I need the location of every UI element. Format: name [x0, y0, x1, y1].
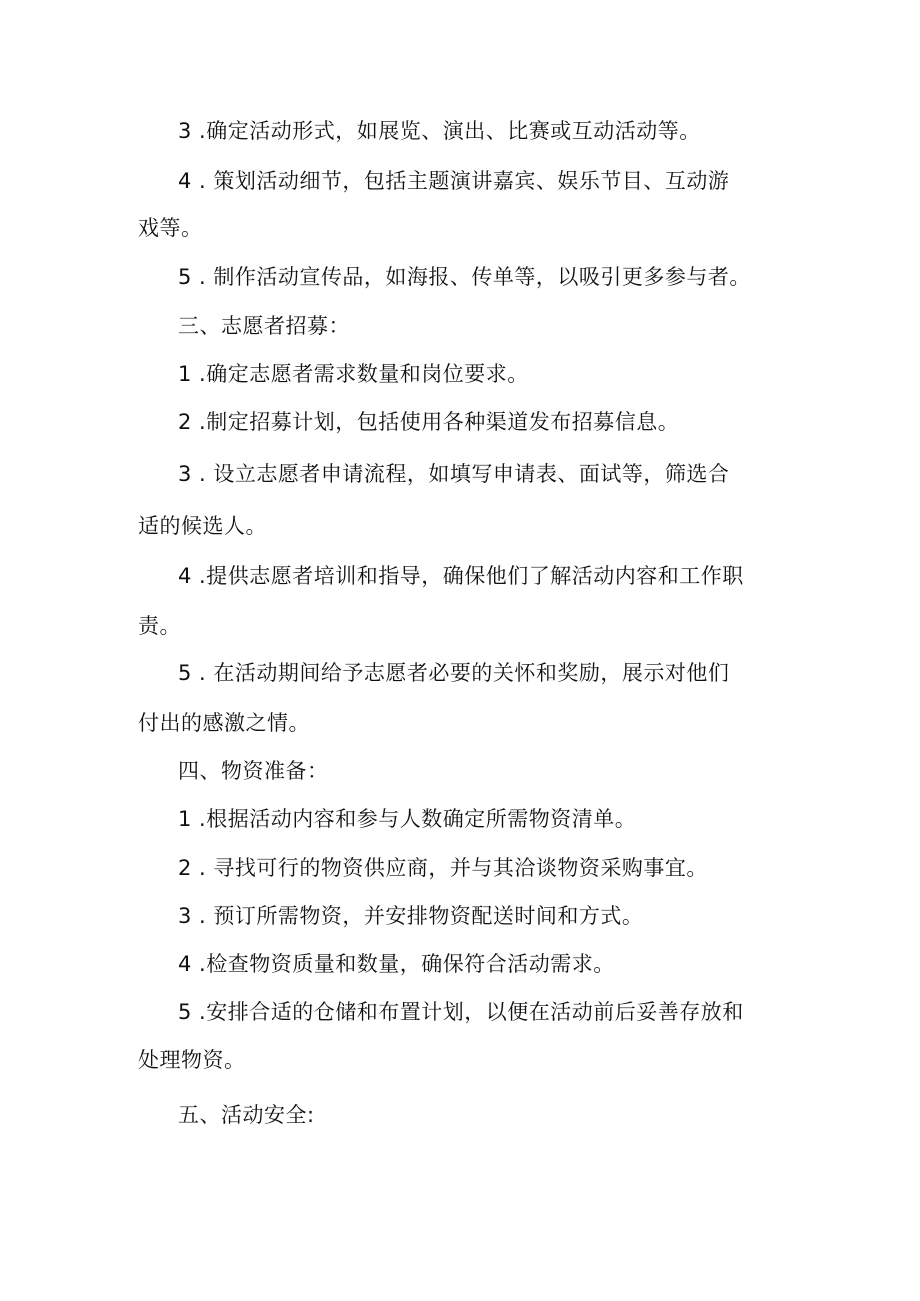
text-line: 2 .制定招募计划，包括使用各种渠道发布招募信息。 — [178, 410, 680, 434]
text-line: 3 .确定活动形式，如展览、演出、比赛或互动活动等。 — [178, 119, 701, 143]
text-line: 1 .根据活动内容和参与人数确定所需物资清单。 — [178, 807, 637, 831]
text-line: 3 . 设立志愿者申请流程，如填写申请表、面试等，筛选合 — [178, 462, 730, 486]
text-line: 处理物资。 — [138, 1048, 246, 1072]
section-heading: 五、活动安全: — [178, 1103, 315, 1127]
text-line: 3 . 预订所需物资，并安排物资配送时间和方式。 — [178, 904, 644, 928]
text-line: 戏等。 — [138, 216, 203, 240]
section-heading: 三、志愿者招募： — [178, 314, 350, 338]
text-line: 1 .确定志愿者需求数量和岗位要求。 — [178, 362, 529, 386]
text-line: 5 . 制作活动宣传品，如海报、传单等，以吸引更多参与者。 — [178, 265, 751, 289]
text-line: 5 .安排合适的仓储和布置计划，以便在活动前后妥善存放和 — [178, 1000, 744, 1024]
text-line: 2 . 寻找可行的物资供应商，并与其洽谈物资采购事宜。 — [178, 856, 708, 880]
text-line: 责。 — [138, 614, 181, 638]
text-line: 4 .提供志愿者培训和指导，确保他们了解活动内容和工作职 — [178, 564, 744, 588]
section-heading: 四、物资准备： — [178, 759, 329, 783]
text-line: 付出的感激之情。 — [138, 711, 310, 735]
text-line: 适的候选人。 — [138, 514, 267, 538]
text-line: 5 . 在活动期间给予志愿者必要的关怀和奖励，展示对他们 — [178, 661, 730, 685]
text-line: 4 .检查物资质量和数量，确保符合活动需求。 — [178, 952, 615, 976]
text-line: 4 . 策划活动细节，包括主题演讲嘉宾、娱乐节目、互动游 — [178, 169, 730, 193]
